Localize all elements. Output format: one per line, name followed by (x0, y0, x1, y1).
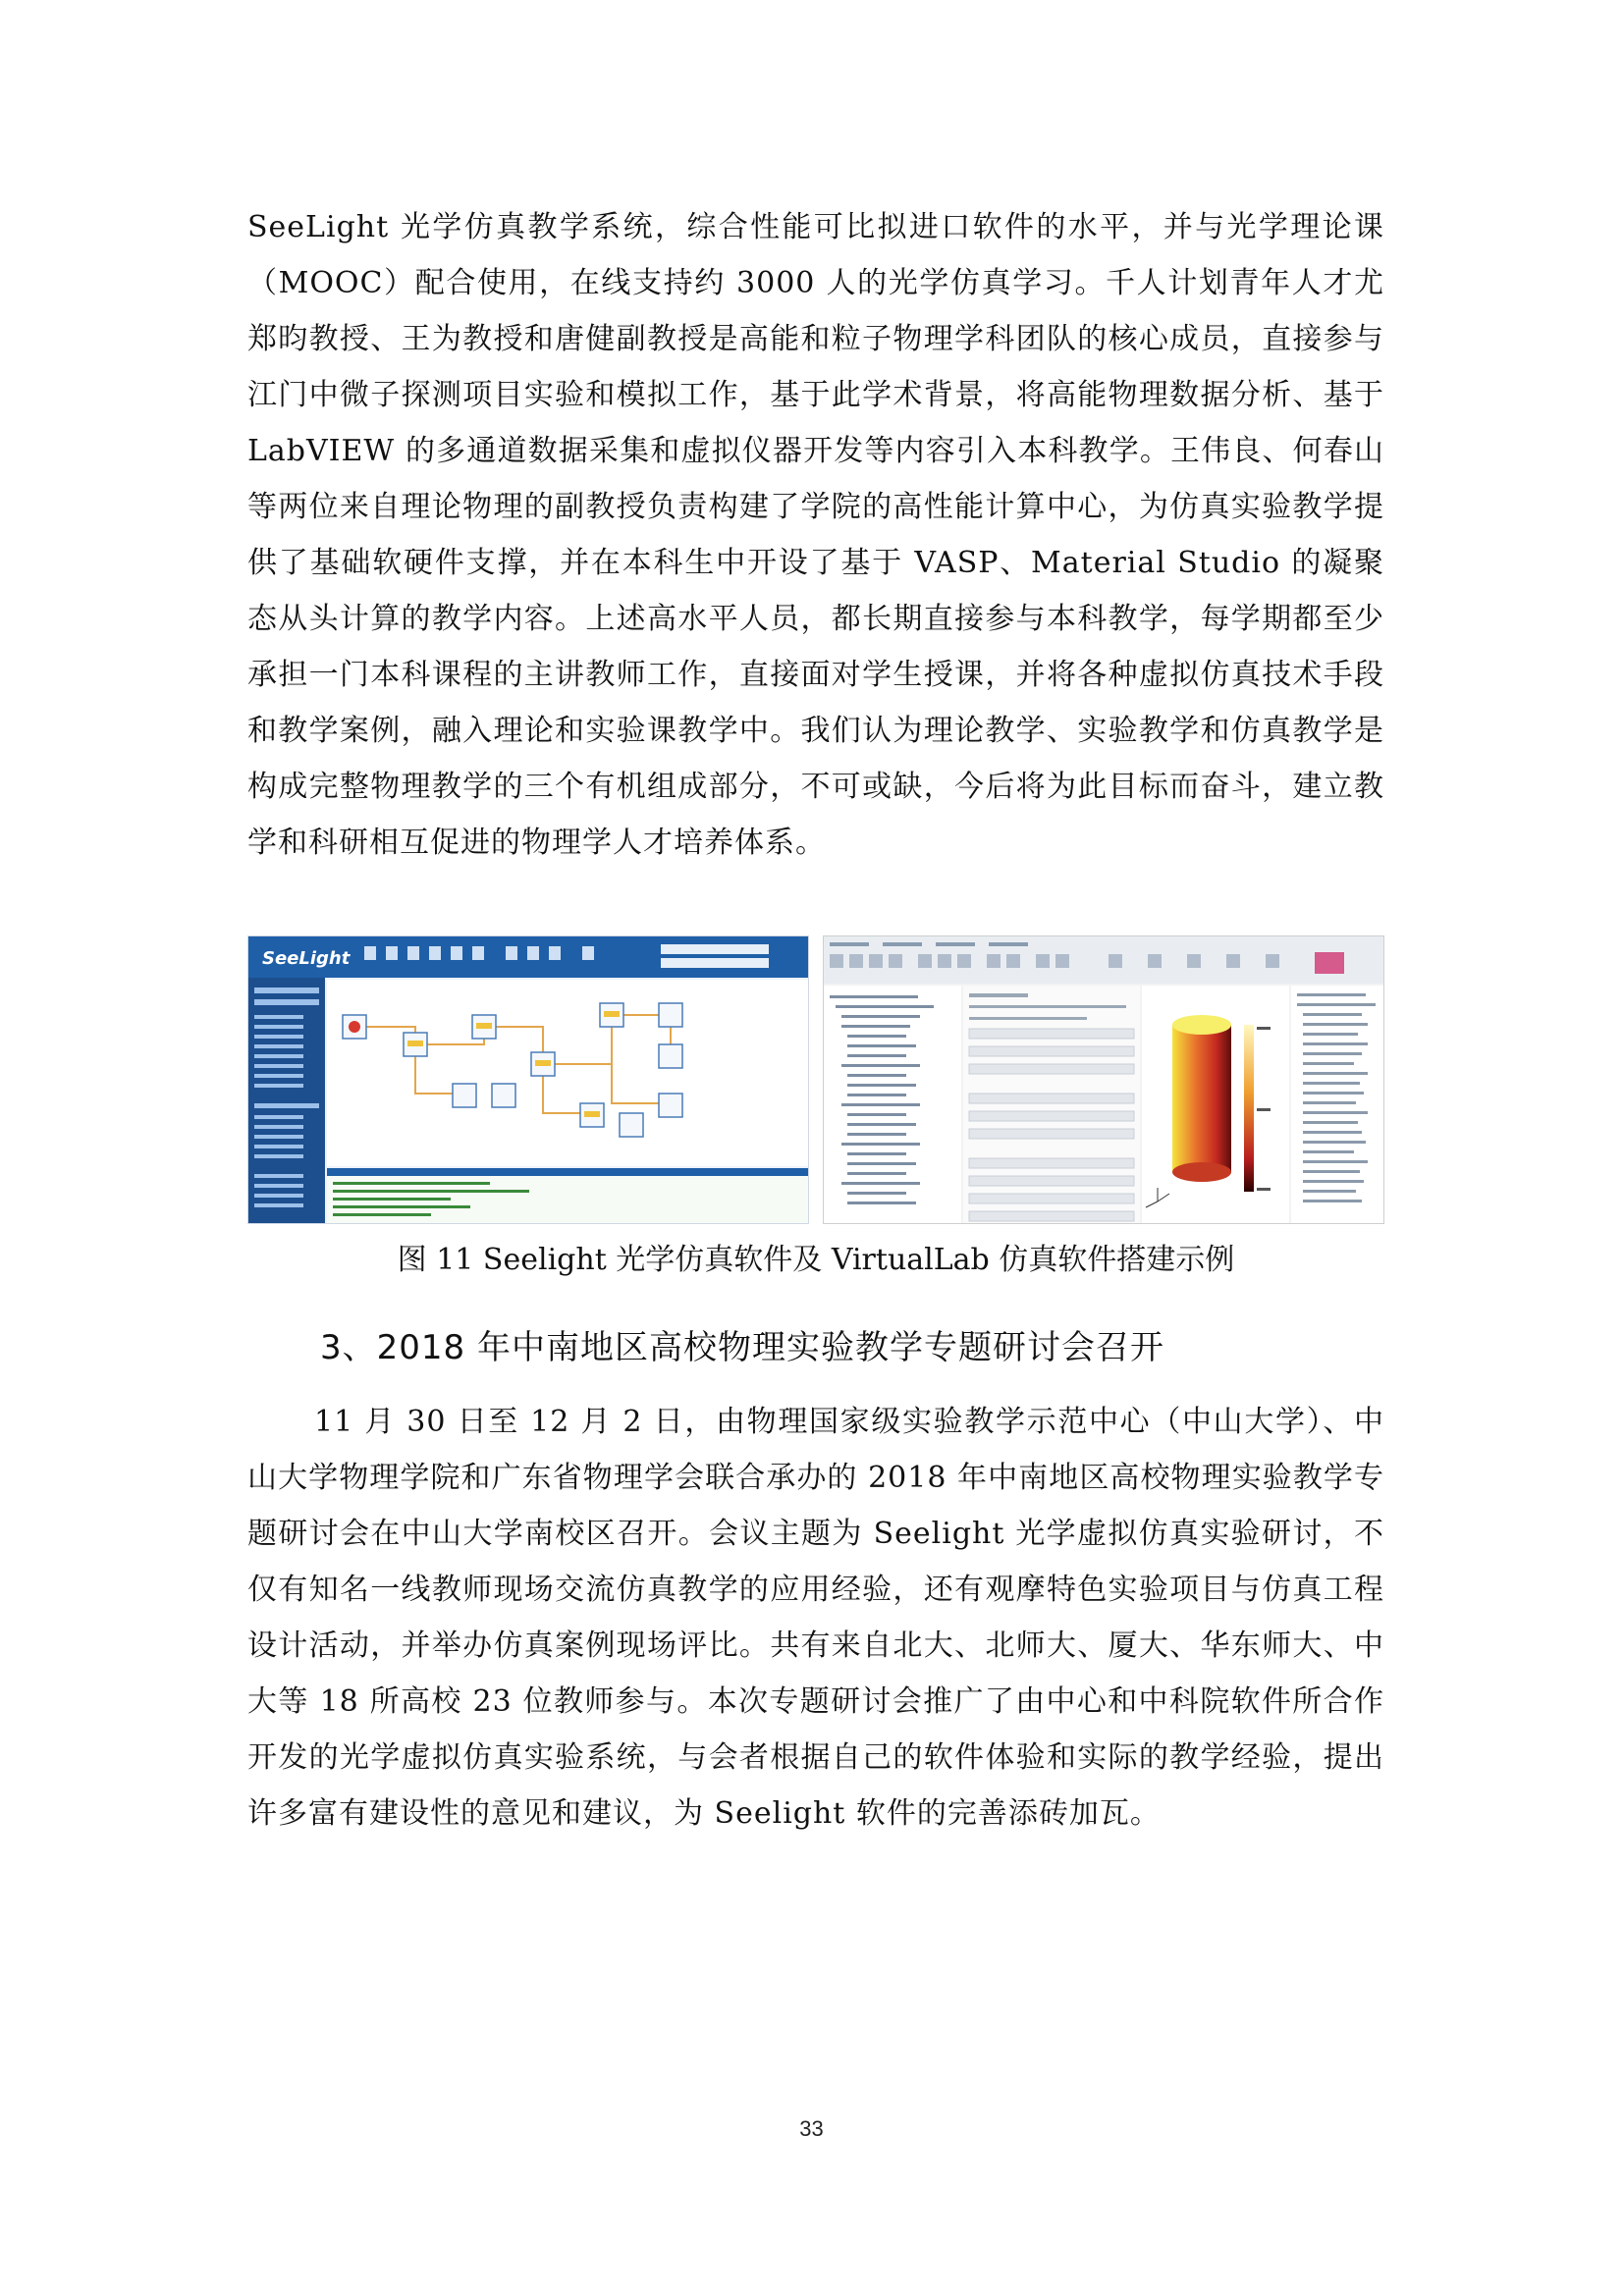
virtuallab-screenshot (823, 935, 1384, 1224)
body-paragraph-1 (247, 199, 1384, 871)
seelight-logo: SeeLight (262, 948, 351, 969)
figure-caption: 图 11 Seelight 光学仿真软件及 VirtualLab 仿真软件搭建示例 (397, 1243, 1235, 1277)
section-heading: 3、2018 年中南地区高校物理实验教学专题研讨会召开 (320, 1328, 1164, 1367)
figure-11 (247, 935, 1384, 1224)
paragraph-text: SeeLight 光学仿真教学系统，综合性能可比拟进口软件的水平，并与光学理论课（MOOC）配合使用，在线支持约 3000 人的光学仿真学习。千人计划青年人才尤郑昀教授、王为教授和唐健副教授是高能和粒子物理学科团队的核心成员，直接参与江门中微子探测项目实验和模拟工作，基于此学术背景，将高能物理数据分析、基于 LabVIEW 的多通道数据采集和虚拟仪器开发等内容引入本科教学。王伟良、何春山等两位来自理论物理的副教授负责构建了学院的高性能计算中心，为仿真实验教学提供了基础软硬件支撑，并在本科生中开设了基于 VASP、Material Studio 的凝聚态从头计算的教学内容。上述高水平人员，都长期直接参与本科教学，每学期都至少承担一门本科课程的主讲教师工作，直接面对学生授课，并将各种虚拟仿真技术手段和教学案例，融入理论和实验课教学中。我们认为理论教学、实验教学和仿真教学是构成完整物理教学的三个有机组成部分，不可或缺，今后将为此目标而奋斗，建立教学和科研相互促进的物理学人才培养体系。 (247, 210, 1384, 860)
seelight-screenshot (247, 935, 809, 1224)
body-paragraph-2 (247, 1394, 1384, 1842)
page-number: 33 (799, 2116, 824, 2141)
paragraph-text: 11 月 30 日至 12 月 2 日，由物理国家级实验教学示范中心（中山大学）、中山大学物理学院和广东省物理学会联合承办的 2018 年中南地区高校物理实验教学专题研讨会在中山大学南校区召开。会议主题为 Seelight 光学虚拟仿真实验研讨，不仅有知名一线教师现场交流仿真教学的应用经验，还有观摩特色实验项目与仿真工程设计活动，并举办仿真案例现场评比。共有来自北大、北师大、厦大、华东师大、中大等 18 所高校 23 位教师参与。本次专题研讨会推广了由中心和中科院软件所合作开发的光学虚拟仿真实验系统，与会者根据自己的软件体验和实际的教学经验，提出许多富有建设性的意见和建议，为 Seelight 软件的完善添砖加瓦。 (247, 1405, 1384, 1831)
